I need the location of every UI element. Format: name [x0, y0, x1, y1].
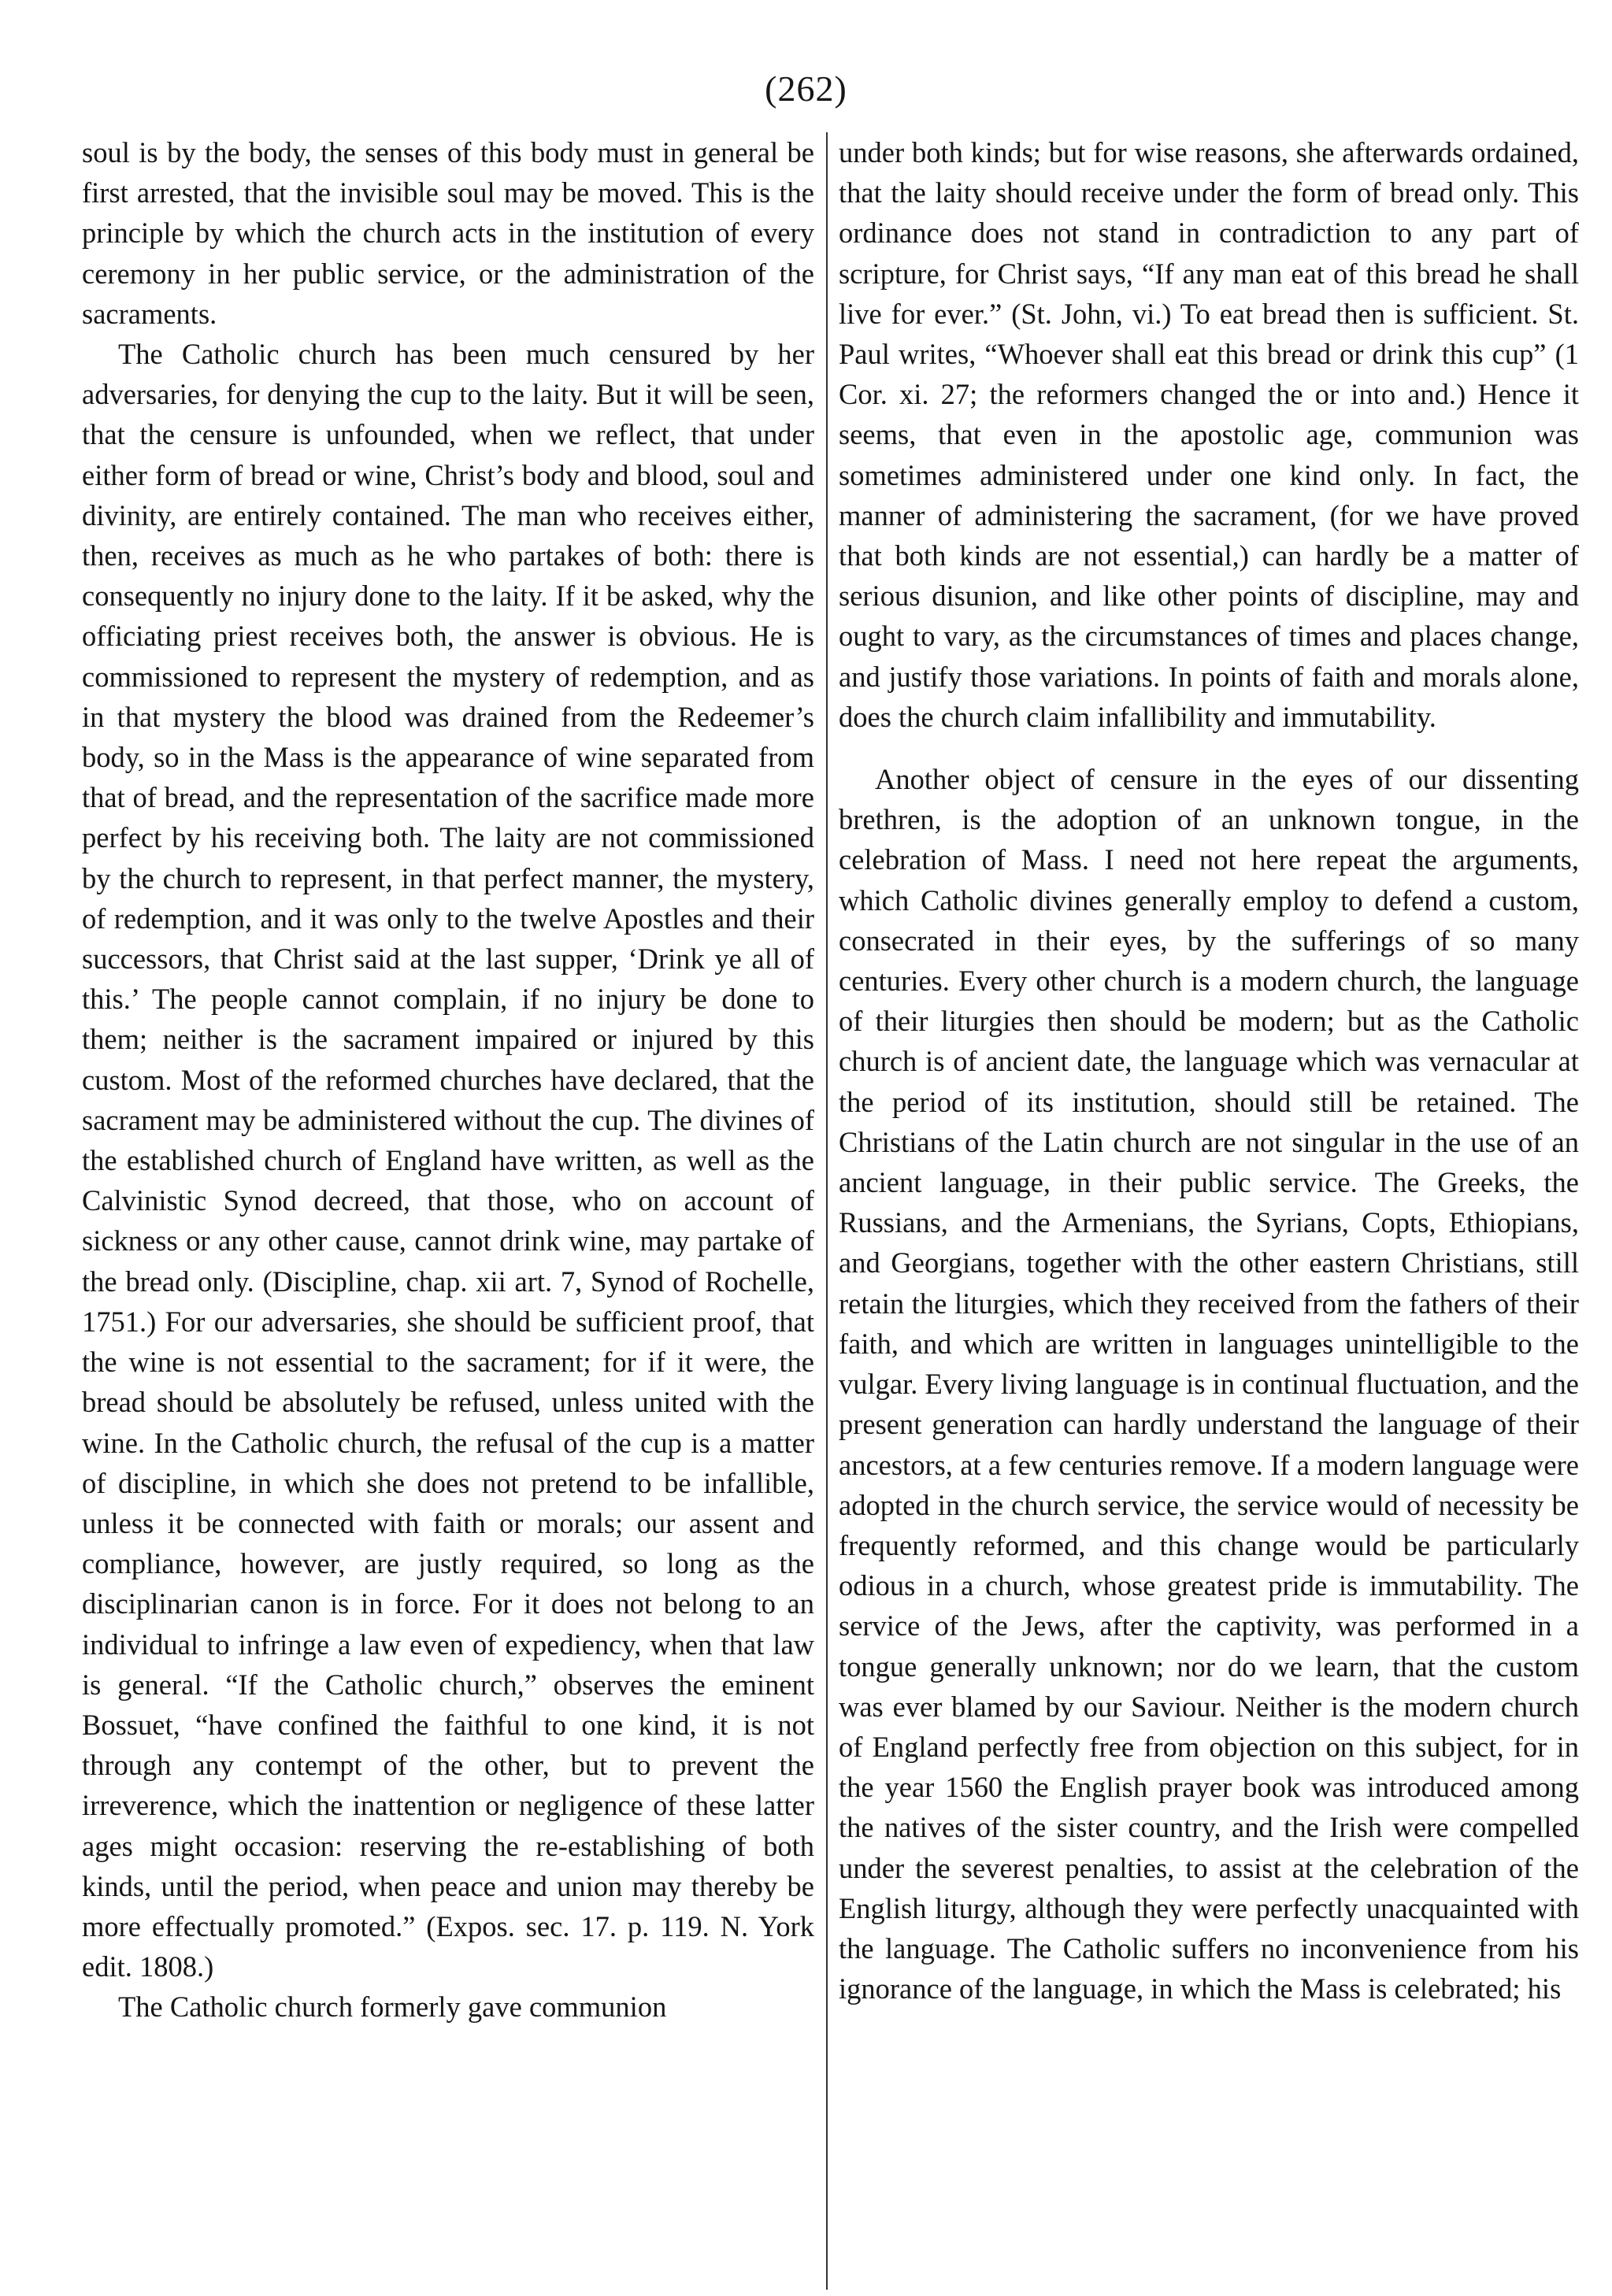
paragraph-communion-start: The Catholic church formerly gave communion: [118, 1990, 667, 2024]
page-number: (262): [765, 69, 847, 109]
right-column: [839, 132, 1579, 2274]
paragraph-cup-censure: The Catholic church has been much censured by her adversaries, for denying the cup to the laity. But it will be seen, that the censure is unfounded, when we reflect, that under either form of bread or wine, Christ’s body and blood, soul and divinity, are entirely contained. The man who receives either, then, receives as much as he who partakes of both: there is consequently no injury done to the laity. If it be asked, why the officiating priest receives both, the answer is obvious. He is commissioned to represent the mystery of redemption, and as in that mystery the blood was drained from the Redeemer’s body, so in the Mass is the appearance of wine separated from that of bread, and the representation of the sacrifice made more perfect by his receiving both. The laity are not commissioned by the church to represent, in that perfect manner, the mystery, of redemption, and it was only to the twelve Apostles and their successors, that Christ said at the last supper, ‘Drink ye all of this.’ The people cannot complain, if no injury be done to them; neither is the sacrament impaired or injured by this custom. Most of the reformed churches have declared, that the sacrament may be administered without the cup. The divines of the established church of England have written, as well as the Calvinistic Synod decreed, that those, who on account of sickness or any other cause, cannot drink wine, may partake of the bread only. (Discipline, chap. xii art. 7, Synod of Rochelle, 1751.) For our adversaries, she should be sufficient proof, that the wine is not essential to the sacrament; for if it were, the bread should be absolutely be refused, unless united with the wine. In the Catholic church, the refusal of the cup is a matter of discipline, in which she does not pretend to be infallible, unless it be connected with faith or morals; our assent and compliance, however, are justly required, so long as the disciplinarian canon is in force. For it does not belong to an individual to infringe a law even of expediency, when that law is general. “If the Catholic church,” observes the eminent Bossuet, “have confined the faithful to one kind, it is not through any contempt of the other, but to prevent the irreverence, which the inattention or negligence of these latter ages might occasion: reserving the re-establishing of both kinds, until the period, when peace and union may thereby be more effectually promoted.” (Expos. sec. 17. p. 119. N. York edit. 1808.): [82, 338, 814, 1983]
column-divider: [826, 132, 828, 2290]
left-column: [82, 132, 814, 2274]
paragraph-both-kinds: under both kinds; but for wise reasons, she afterwards ordained, that the laity should receive under the form of bread only. This ordinance does not stand in contradiction to any part of scripture, for Christ says, “If any man eat of this bread he shall live for ever.” (St. John, vi.) To eat bread then is sufficient. St. Paul writes, “Whoever shall eat this bread or drink this cup” (1 Cor. xi. 27; the reformers changed the or into and.) Hence it seems, that even in the apostolic age, communion was sometimes administered under one kind only. In fact, the manner of administering the sacrament, (for we have proved that both kinds are not essential,) can hardly be a matter of serious disunion, and like other points of discipline, may and ought to vary, as the circumstances of times and places change, and justify those variations. In points of faith and morals alone, does the church claim infallibility and immutability.: [839, 136, 1579, 733]
paragraph-unknown-tongue: Another object of censure in the eyes of our dissenting brethren, is the adoption of an unknown tongue, in the celebration of Mass. I need not here repeat the arguments, which Catholic divines generally employ to defend a custom, consecrated in their eyes, by the sufferings of so many centuries. Every other church is a modern church, the language of their liturgies then should be modern; but as the Catholic church is of ancient date, the language which was vernacular at the period of its institution, should still be retained. The Christians of the Latin church are not singular in the use of an ancient language, in their public service. The Greeks, the Russians, and the Armenians, the Syrians, Copts, Ethiopians, and Georgians, together with the other eastern Christians, still retain the liturgies, which they received from the fathers of their faith, and which are written in languages unintelligible to the vulgar. Every living language is in continual fluctuation, and the present generation can hardly understand the language of their ancestors, at a few centuries remove. If a modern language were adopted in the church service, the service would of necessity be frequently reformed, and this change would be particularly odious in a church, whose greatest pride is immutability. The service of the Jews, after the captivity, was performed in a tongue generally unknown; nor do we learn, that the custom was ever blamed by our Saviour. Neither is the modern church of England perfectly free from objection on this subject, for in the year 1560 the English prayer book was introduced among the natives of the sister country, and the Irish were compelled under the severest penalties, to assist at the celebration of the English liturgy, although they were perfectly unacquainted with the language. The Catholic suffers no inconvenience from his ignorance of the language, in which the Mass is celebrated; his: [839, 763, 1579, 2005]
paragraph-soul-senses: soul is by the body, the senses of this body must in general be first arrested, that the invisible soul may be moved. This is the principle by which the church acts in the institution of every ceremony in her public service, or the administration of the sacraments.: [82, 136, 814, 330]
